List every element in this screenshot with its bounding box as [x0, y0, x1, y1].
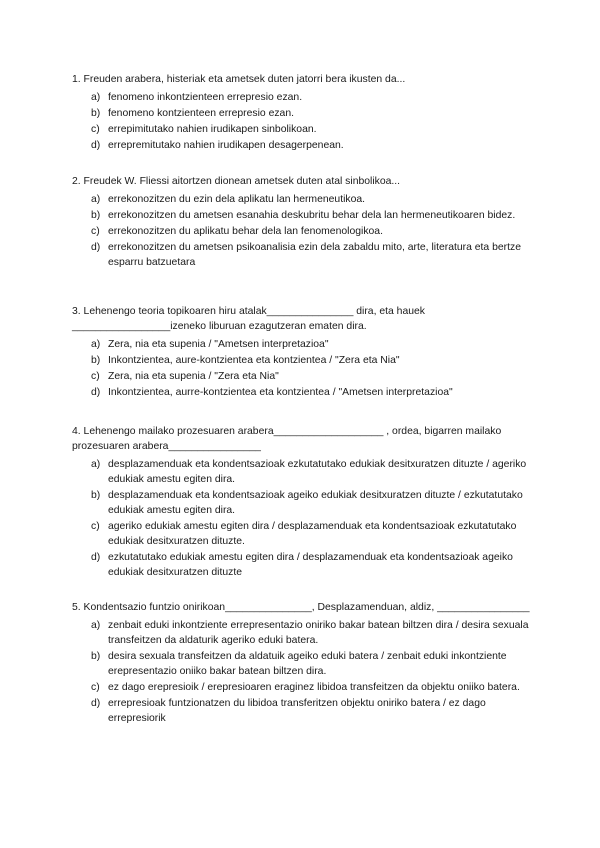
- question-text: 3. Lehenengo teoria topikoaren hiru atalak_______________ dira, eta hauek _________________izeneko liburuan ezagutzeran ematen dira.: [72, 306, 425, 332]
- option-d: [72, 385, 542, 400]
- option-letter: b): [91, 210, 101, 221]
- option-a: [72, 90, 542, 105]
- option-c: [72, 224, 542, 239]
- option-text: ezkutatutako edukiak amestu egiten dira / desplazamenduak eta kondentsazioak ageiko edukiak desitxuratzen dituzte: [108, 552, 513, 578]
- option-b: [72, 208, 542, 223]
- option-letter: c): [91, 226, 100, 237]
- option-letter: a): [91, 620, 101, 631]
- question-text: 1. Freuden arabera, histeriak eta ametsek duten jatorri bera ikusten da...: [72, 74, 406, 85]
- option-text: desplazamenduak eta kondentsazioak ageiko edukiak desitxuratzen dituzte / ezkutatutako edukiak amestu egiten dira.: [108, 490, 523, 516]
- question-3: [72, 304, 542, 401]
- option-text: zenbait eduki inkontziente errepresentazio oniriko bakar batean biltzen dira / desira sexuala transfeitzen da aldaturik ageriko eduki batera.: [108, 620, 529, 646]
- option-c: [72, 122, 542, 137]
- option-text: Zera, nia eta supenia / "Zera eta Nia": [108, 371, 279, 382]
- option-list: [72, 457, 542, 580]
- option-text: Inkontzientea, aure-kontzientea eta kontzientea / "Zera eta Nia": [108, 355, 400, 366]
- option-a: [72, 457, 542, 487]
- option-list: [72, 618, 542, 726]
- option-text: errepresioak funtzionatzen du libidoa transferitzen objektu oniriko batera / ez dago errepresiorik: [108, 698, 486, 724]
- option-text: ageriko edukiak amestu egiten dira / desplazamenduak eta kondentsazioak ezkutatutako edukiak desitxuratzen dituzte.: [108, 521, 517, 547]
- option-list: [72, 90, 542, 153]
- option-letter: c): [91, 682, 100, 693]
- option-c: [72, 369, 542, 384]
- option-text: fenomeno inkontzienteen errepresio ezan.: [108, 92, 303, 103]
- option-a: [72, 337, 542, 352]
- option-letter: a): [91, 339, 101, 350]
- option-letter: c): [91, 521, 100, 532]
- option-letter: d): [91, 698, 101, 709]
- option-text: errekonozitzen du ezin dela aplikatu lan hermeneutikoa.: [108, 194, 366, 205]
- question-text: 2. Freudek W. Fliessi aitortzen dionean ametsek duten atal sinbolikoa...: [72, 176, 401, 187]
- option-letter: d): [91, 242, 101, 253]
- option-letter: a): [91, 194, 101, 205]
- option-d: [72, 240, 542, 270]
- option-letter: a): [91, 459, 101, 470]
- option-text: ez dago erepresioik / erepresioaren eraginez libidoa transfeitzen da objektu oniiko batera.: [108, 682, 520, 693]
- option-letter: b): [91, 108, 101, 119]
- option-d: [72, 138, 542, 153]
- option-b: [72, 488, 542, 518]
- option-list: [72, 337, 542, 400]
- option-d: [72, 696, 542, 726]
- option-letter: d): [91, 387, 101, 398]
- option-letter: b): [91, 490, 101, 501]
- option-text: errepimitutako nahien irudikapen sinbolikoan.: [108, 124, 317, 135]
- option-letter: d): [91, 140, 101, 151]
- option-text: Zera, nia eta supenia / "Ametsen interpretazioa": [108, 339, 329, 350]
- option-b: [72, 353, 542, 368]
- option-text: desira sexuala transfeitzen da aldatuik ageiko eduki batera / zenbait eduki inkontziente erepresentazio oniiko bakar batean biltzen dira.: [108, 651, 507, 677]
- question-1: [72, 72, 542, 154]
- option-c: [72, 680, 542, 695]
- option-text: fenomeno kontzienteen errepresio ezan.: [108, 108, 294, 119]
- option-text: desplazamenduak eta kondentsazioak ezkutatutako edukiak desitxuratzen dituzte / ageriko edukiak amestu egiten dira.: [108, 459, 527, 485]
- question-text: 5. Kondentsazio funtzio onirikoan_______________, Desplazamenduan, aldiz, ________________: [72, 602, 530, 613]
- option-letter: c): [91, 371, 100, 382]
- question-5: [72, 600, 542, 727]
- option-text: Inkontzientea, aurre-kontzientea eta kontzientea / "Ametsen interpretazioa": [108, 387, 453, 398]
- option-a: [72, 192, 542, 207]
- option-letter: b): [91, 355, 101, 366]
- option-a: [72, 618, 542, 648]
- option-letter: d): [91, 552, 101, 563]
- option-letter: c): [91, 124, 100, 135]
- option-list: [72, 192, 542, 270]
- option-letter: a): [91, 92, 101, 103]
- question-2: [72, 174, 542, 271]
- question-text: 4. Lehenengo mailako prozesuaren arabera___________________ , ordea, bigarren mailako prozesuaren arabera________________: [72, 426, 502, 452]
- option-d: [72, 550, 542, 580]
- question-4: [72, 424, 542, 581]
- option-text: errekonozitzen du ametsen psikoanalisia ezin dela zabaldu mito, arte, literatura eta bertze esparru batzuetara: [108, 242, 521, 268]
- option-letter: b): [91, 651, 101, 662]
- option-c: [72, 519, 542, 549]
- option-b: [72, 649, 542, 679]
- option-b: [72, 106, 542, 121]
- option-text: errepremitutako nahien irudikapen desagerpenean.: [108, 140, 344, 151]
- option-text: errekonozitzen du aplikatu behar dela lan fenomenologikoa.: [108, 226, 383, 237]
- option-text: errekonozitzen du ametsen esanahia deskubritu behar dela lan hermeneutikoaren bidez.: [108, 210, 516, 221]
